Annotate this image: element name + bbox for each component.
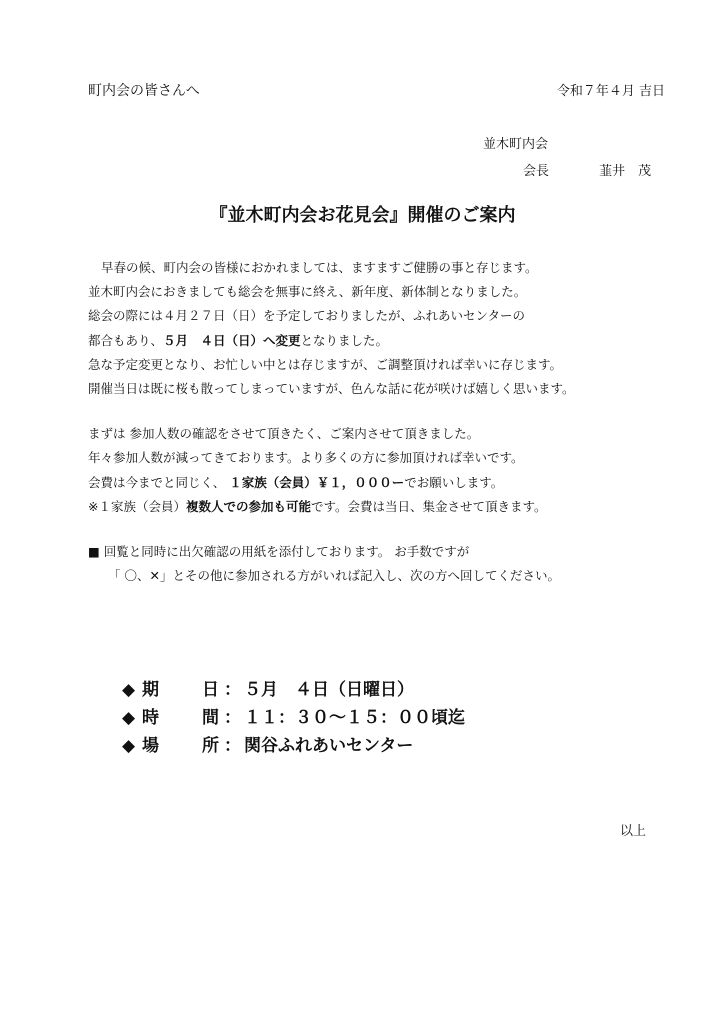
body-line xyxy=(88,495,575,519)
issue-date: 令和７年４月 吉日 xyxy=(556,84,665,99)
diamond-icon: ◆ xyxy=(122,736,136,756)
body-line: 総会の際には４月２７日（日）を予定しておりましたが、ふれあいセンターの xyxy=(88,308,526,324)
detail-value: １１：３０～１５：００頃迄 xyxy=(244,708,465,728)
body-line: 急な予定変更となり、お忙しい中とは存じますが、ご調整頂ければ幸いに存じます。 xyxy=(88,356,563,372)
event-details xyxy=(122,676,465,760)
detail-label-first: 期 xyxy=(142,680,159,700)
detail-label-second: 日 xyxy=(202,680,219,700)
detail-label-second: 所 xyxy=(202,736,219,756)
body-line: 開催当日は既に桜も散ってしまっていますが、色んな話に花が咲けば嬉しく思います。 xyxy=(88,380,575,396)
detail-colon: ： xyxy=(224,708,241,728)
detail-label-first: 時 xyxy=(142,708,159,728)
body-text-segment: 会費は今までと同じく、 xyxy=(88,474,230,490)
detail-label-second: 間 xyxy=(202,708,219,728)
sender-name: 韮井 茂 xyxy=(599,164,652,179)
detail-value: 関谷ふれあいセンター xyxy=(244,736,414,756)
body-line xyxy=(88,471,575,495)
body-line: まずは 参加人数の確認をさせて頂きたく、ご案内させて頂きました。 xyxy=(88,426,480,442)
body-text-segment: でお願いします。 xyxy=(404,474,504,490)
detail-row-time xyxy=(122,704,465,732)
body-line xyxy=(88,329,575,353)
organization-name: 並木町内会 xyxy=(483,137,549,152)
body-text xyxy=(88,256,575,588)
addressee: 町内会の皆さんへ xyxy=(88,83,200,99)
detail-colon: ： xyxy=(224,736,241,756)
body-text-segment: ※１家族（会員） xyxy=(88,498,186,514)
multiple-participants-emphasis: 複数人での参加も可能 xyxy=(185,498,311,514)
notice-line: 「 〇、✕」とその他に参加される方がいれば記入し、次の方へ回してください。 xyxy=(108,568,560,584)
notice-line: ■ 回覧と同時に出欠確認の用紙を添付しております。 お手数ですが xyxy=(88,543,470,559)
detail-row-date xyxy=(122,676,465,704)
body-line: 並木町内会におきましても総会を無事に終え、新年度、新体制となりました。 xyxy=(88,284,527,300)
detail-row-place xyxy=(122,732,465,760)
sender-title: 会長 xyxy=(523,164,550,179)
detail-value: ５月 ４日（日曜日） xyxy=(244,680,414,700)
detail-colon: ： xyxy=(224,680,241,700)
sender xyxy=(523,160,651,179)
body-text-segment: 都合もあり、 xyxy=(88,332,164,348)
body-text-segment: です。会費は当日、集金させて頂きます。 xyxy=(311,498,547,514)
changed-date-emphasis: ５月 ４日（日）へ変更 xyxy=(163,332,301,348)
fee-emphasis: １家族（会員）￥１，０００ー xyxy=(229,474,405,490)
detail-label-first: 場 xyxy=(142,736,159,756)
diamond-icon: ◆ xyxy=(122,708,136,728)
closing-remark: 以上 xyxy=(620,824,647,839)
body-text-segment: となりました。 xyxy=(300,332,389,348)
document-title: 『並木町内会お花見会』開催のご案内 xyxy=(209,205,516,226)
body-line: 早春の候、町内会の皆様におかれましては、ますますご健勝の事と存じます。 xyxy=(101,260,538,275)
body-line: 年々参加人数が減ってきております。より多くの方に参加頂ければ幸いです。 xyxy=(88,450,524,466)
diamond-icon: ◆ xyxy=(122,680,136,700)
